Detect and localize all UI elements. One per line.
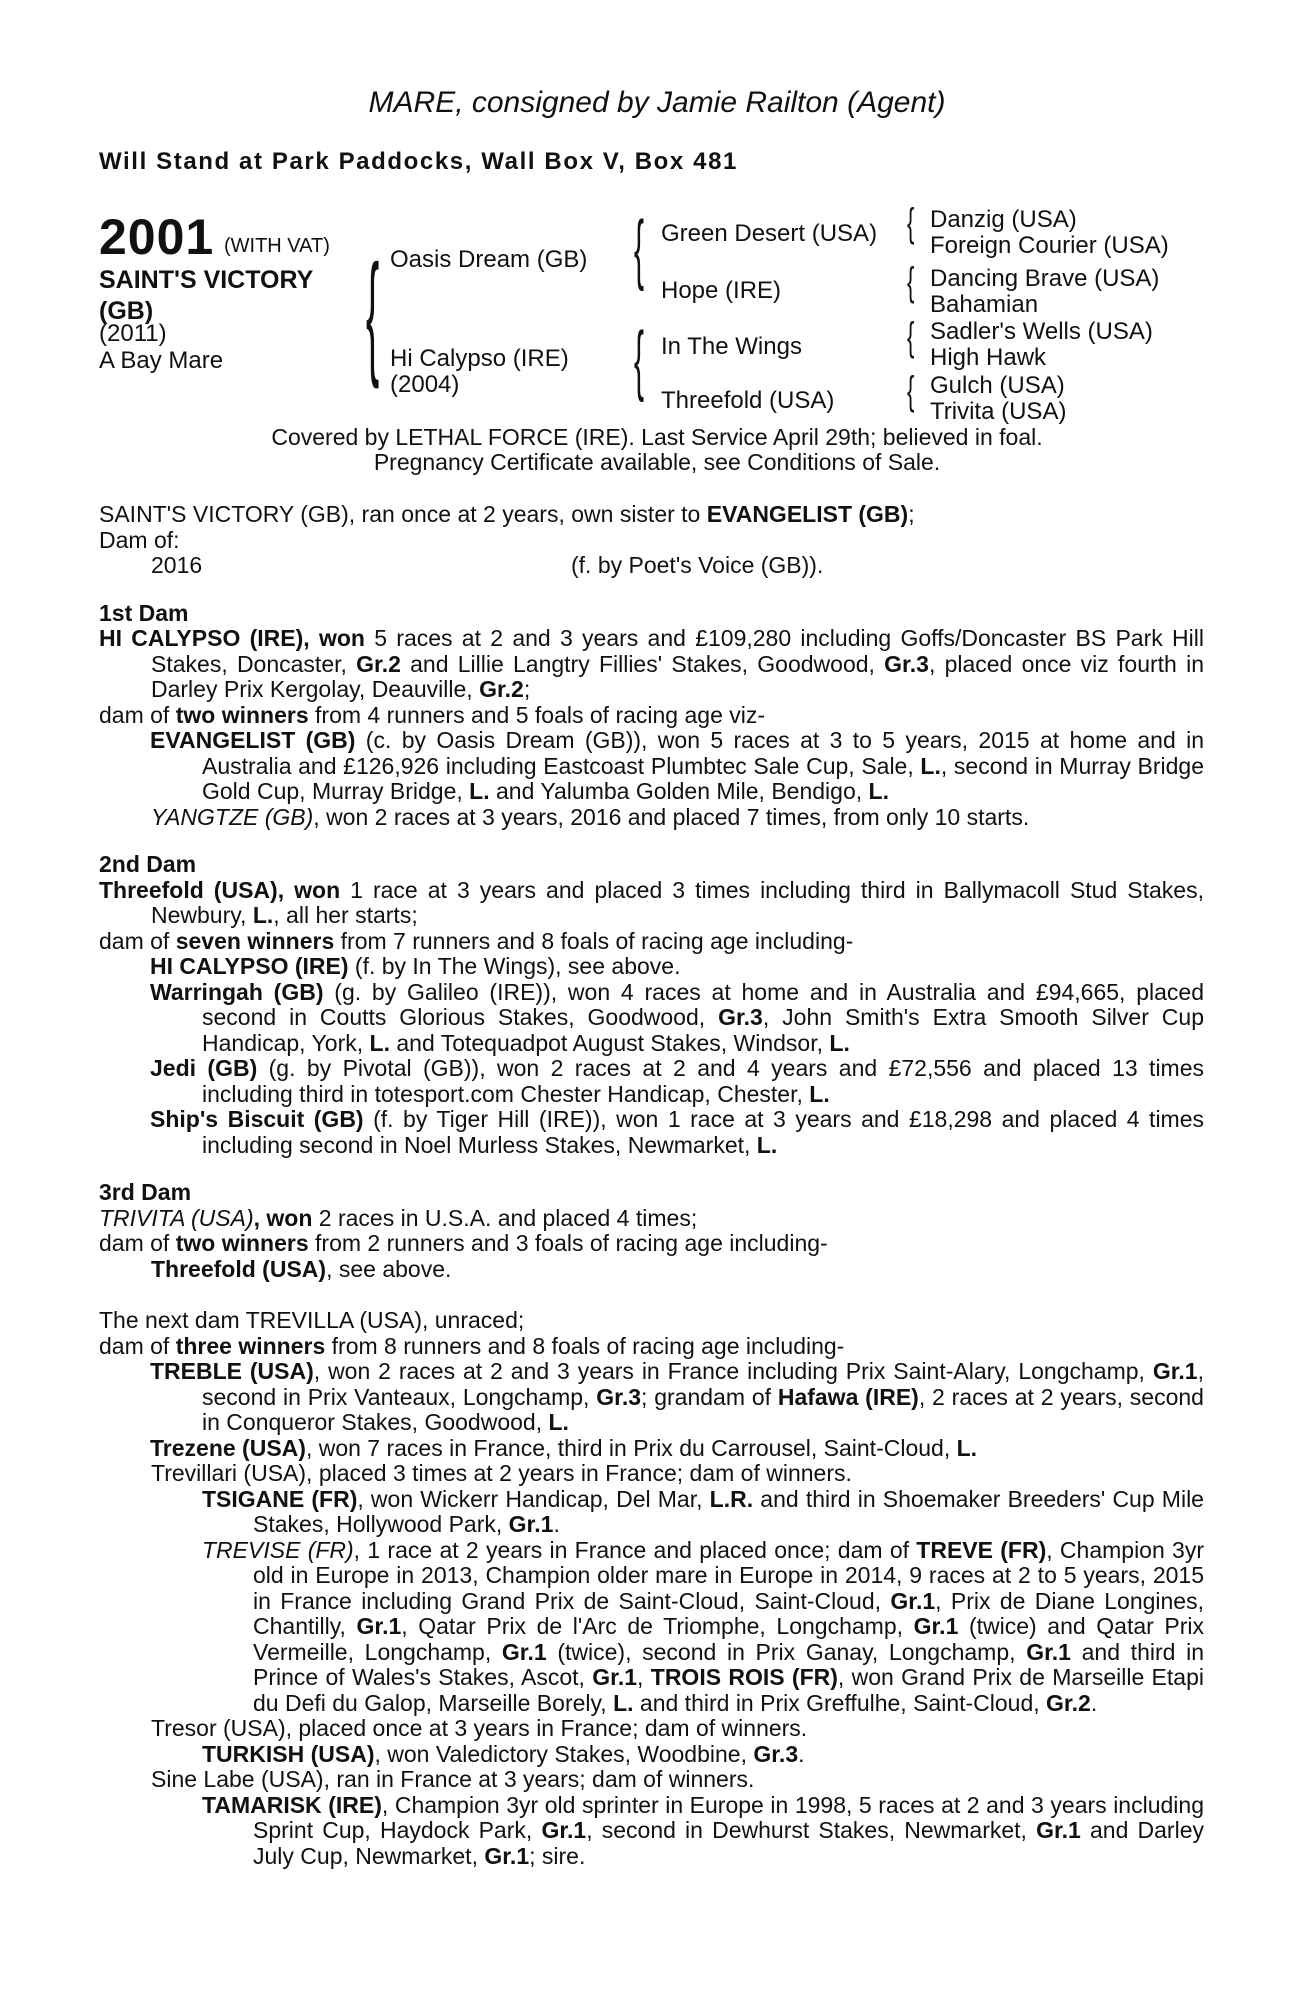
trevillari-record: Trevillari (USA), placed 3 times at 2 years in France; dam of winners.: [151, 1460, 852, 1486]
third-dam-heading: 3rd Dam: [99, 1179, 192, 1205]
ships-biscuit-record: Ship's Biscuit (GB) (f. by Tiger Hill (IRE)), won 1 race at 3 years and £18,298 and placed 4 times including second in Noel Murless Stakes, Newmarket, L.: [150, 1106, 1205, 1158]
sine-labe-record: Sine Labe (USA), ran in France at 3 years; dam of winners.: [151, 1766, 755, 1792]
pedigree-dam: Hi Calypso (IRE): [390, 345, 569, 372]
pedigree-dam-sire: In The Wings: [661, 333, 802, 360]
pedigree-sire-dam: Hope (IRE): [661, 277, 782, 304]
pedigree-dam-dam: Threefold (USA): [661, 387, 835, 414]
pedigree-g3-6: High Hawk: [930, 344, 1047, 371]
pedigree-dam-year: (2004): [390, 371, 460, 398]
next-dam-produce: dam of three winners from 8 runners and 8 foals of racing age including-: [99, 1332, 845, 1359]
second-dam-record: Threefold (USA), won 1 race at 3 years and placed 3 times including third in Ballymacoll Stud Stakes, Newbury, L., all her starts;: [99, 876, 1204, 928]
pedigree-brace-dd: {: [907, 369, 915, 413]
dam-of-label: Dam of:: [99, 526, 180, 553]
covered-line-1: Covered by LETHAL FORCE (IRE). Last Service April 29th; believed in foal.: [271, 424, 1043, 450]
produce-desc: (f. by Poet's Voice (GB)).: [571, 552, 824, 578]
intro-sibling: EVANGELIST (GB): [706, 501, 909, 527]
yangtze-record: YANGTZE (GB), won 2 races at 3 years, 2016 and placed 7 times, from only 10 starts.: [151, 803, 1030, 830]
horse-details: [99, 320, 223, 374]
turkish-record: TURKISH (USA), won Valedictory Stakes, Woodbine, Gr.3.: [202, 1740, 805, 1767]
pedigree-g3-7: Gulch (USA): [930, 372, 1065, 399]
covering-note: [0, 425, 1314, 475]
jedi-record: Jedi (GB) (g. by Pivotal (GB)), won 2 races at 2 and 4 years and £72,556 and placed 13 times including third in totesport.com Chester Handicap, Chester, L.: [150, 1055, 1205, 1107]
tsigane-record: TSIGANE (FR), won Wickerr Handicap, Del Mar, L.R. and third in Shoemaker Breeders' Cup Mile Stakes, Hollywood Park, Gr.1.: [202, 1485, 1204, 1537]
intro-end: ;: [908, 501, 915, 527]
lot-number: 2001: [99, 209, 215, 265]
tresor-record: Tresor (USA), placed once at 3 years in France; dam of winners.: [151, 1715, 808, 1741]
third-dam-record: TRIVITA (USA), won 2 races in U.S.A. and placed 4 times;: [99, 1204, 698, 1231]
pedigree-sire: Oasis Dream (GB): [390, 246, 588, 273]
first-dam-record: HI CALYPSO (IRE), won 5 races at 2 and 3 years and £109,280 including Goffs/Doncaster BS Park Hill Stakes, Doncaster, Gr.2 and Lillie Langtry Fillies' Stakes, Goodwood, Gr.3, placed once viz fourth in Darley Prix Kergolay, Deauville, Gr.2;: [99, 625, 1204, 702]
foaling-year: (2011): [99, 320, 167, 347]
first-dam-heading: 1st Dam: [99, 599, 189, 626]
pedigree-g3-5: Sadler's Wells (USA): [930, 318, 1153, 345]
pedigree-brace-ds: {: [907, 315, 915, 359]
pedigree-brace-sire: {: [634, 204, 645, 292]
pedigree-g3-1: Danzig (USA): [930, 206, 1077, 233]
warringah-record: Warringah (GB) (g. by Galileo (IRE)), won 4 races at home and in Australia and £94,665, placed second in Coutts Glorious Stakes, Goodwood, Gr.3, John Smith's Extra Smooth Silver Cup Handicap, York, L. and Totequadpot August Stakes, Windsor, L.: [150, 978, 1204, 1056]
pedigree-brace-ss: {: [907, 201, 915, 245]
threefold-ref: Threefold (USA), see above.: [151, 1255, 452, 1282]
pedigree-g3-8: Trivita (USA): [930, 398, 1067, 425]
stabling-info: Will Stand at Park Paddocks, Wall Box V, Box 481: [99, 148, 738, 175]
vat-note: (WITH VAT): [224, 235, 330, 257]
pedigree-brace-sd: {: [907, 260, 915, 304]
pedigree-sire-sire: Green Desert (USA): [661, 220, 878, 247]
horse-name: SAINT'S VICTORY (GB): [99, 266, 313, 325]
hi-calypso-ref: HI CALYPSO (IRE) (f. by In The Wings), see above.: [150, 953, 681, 979]
trevise-record: TREVISE (FR), 1 race at 2 years in France and placed once; dam of TREVE (FR), Champion 3yr old in Europe in 2013, Champion older mare in Europe in 2014, 9 races at 2 to 5 years, 2015 in France including Grand Prix de Saint-Cloud, Saint-Cloud, Gr.1, Prix de Diane Longines, Chantilly, Gr.1, Qatar Prix de l'Arc de Triomphe, Longchamp, Gr.1 (twice) and Qatar Prix Vermeille, Longchamp, Gr.1 (twice), second in Prix Ganay, Longchamp, Gr.1 and third in Prince of Wales's Stakes, Ascot, Gr.1, TROIS ROIS (FR), won Grand Prix de Marseille Etapi du Defi du Galop, Marseille Borely, L. and third in Prix Greffulhe, Saint-Cloud, Gr.2.: [202, 1536, 1204, 1716]
treble-record: TREBLE (USA), won 2 races at 2 and 3 years in France including Prix Saint-Alary, Longchamp, Gr.1, second in Prix Vanteaux, Longchamp, Gr.3; grandam of Hafawa (IRE), 2 races at 2 years, second in Conqueror Stakes, Goodwood, L.: [150, 1358, 1204, 1435]
intro-text: SAINT'S VICTORY (GB), ran once at 2 years, own sister to: [99, 501, 707, 527]
page-title: MARE, consigned by Jamie Railton (Agent): [368, 86, 946, 119]
pedigree-brace-dam: {: [634, 315, 645, 403]
evangelist-record: EVANGELIST (GB) (c. by Oasis Dream (GB)), won 5 races at 3 to 5 years, 2015 at home and in Australia and £126,926 including Eastcoast Plumbtec Sale Cup, Sale, L., second in Murray Bridge Gold Cup, Murray Bridge, L. and Yalumba Golden Mile, Bendigo, L.: [150, 727, 1204, 804]
trezene-record: Trezene (USA), won 7 races in France, third in Prix du Carrousel, Saint-Cloud, L.: [150, 1434, 978, 1461]
tamarisk-record: TAMARISK (IRE), Champion 3yr old sprinter in Europe in 1998, 5 races at 2 and 3 years including Sprint Cup, Haydock Park, Gr.1, second in Dewhurst Stakes, Newmarket, Gr.1 and Darley July Cup, Newmarket, Gr.1; sire.: [202, 1791, 1204, 1869]
horse-description: A Bay Mare: [99, 347, 224, 374]
third-dam-produce: dam of two winners from 2 runners and 3 foals of racing age including-: [99, 1230, 828, 1256]
second-dam-produce: dam of seven winners from 7 runners and 8 foals of racing age including-: [99, 927, 854, 954]
covered-line-2: Pregnancy Certificate available, see Conditions of Sale.: [373, 449, 941, 475]
produce-year: 2016: [151, 552, 203, 578]
pedigree-brace-main: {: [366, 238, 380, 391]
pedigree-g3-3: Dancing Brave (USA): [930, 265, 1160, 292]
produce-row: [99, 553, 1204, 579]
catalogue-body: [99, 502, 1204, 1869]
pedigree-g3-4: Bahamian: [930, 291, 1039, 318]
intro-line: [99, 502, 1204, 528]
first-dam-produce: dam of two winners from 4 runners and 5 foals of racing age viz-: [99, 701, 766, 728]
next-dam-intro: The next dam TREVILLA (USA), unraced;: [99, 1307, 525, 1333]
pedigree-g3-2: Foreign Courier (USA): [930, 232, 1169, 259]
second-dam-heading: 2nd Dam: [99, 851, 197, 877]
